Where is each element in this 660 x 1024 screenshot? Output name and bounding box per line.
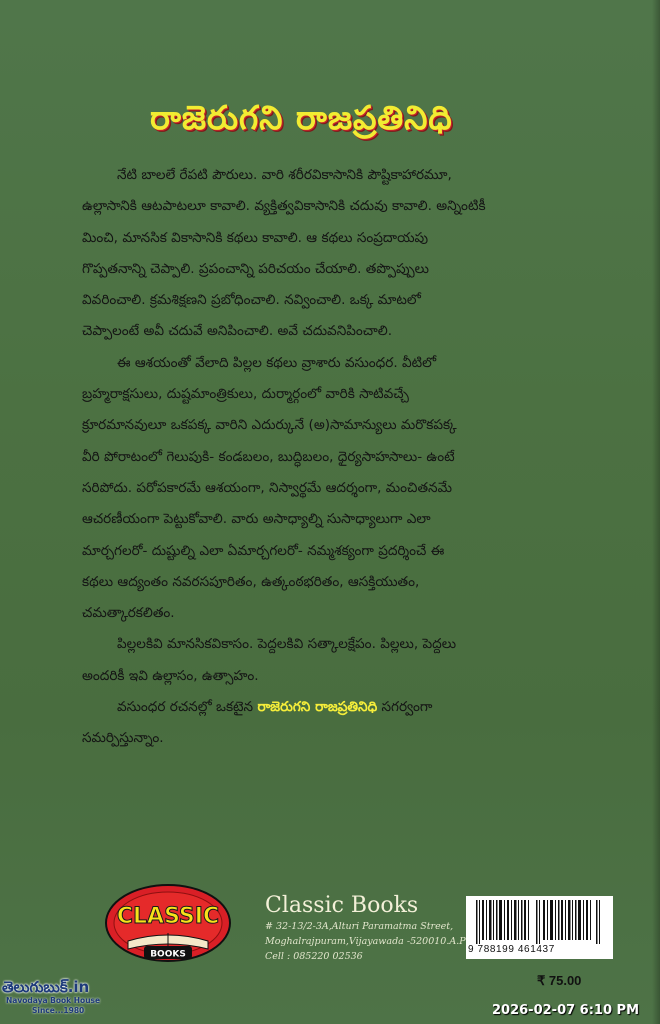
text-line: పిల్లలకివి మానసికవికాసం. పెద్దలకివి సత్కాలక్షేపం. పిల్లలు, పెద్దలు <box>117 636 457 653</box>
text-line: సగర్వంగా <box>381 699 433 716</box>
blurb-paragraph-1 <box>82 160 657 348</box>
publisher-name: Classic Books <box>265 893 419 918</box>
text-line: నేటి బాలలే రేపటి పౌరులు. వారి శరీరవికాసానికి పౌష్టికాహారమూ, <box>117 167 452 183</box>
publisher-address-line-1: # 32-13/2-3A,Alturi Paramatma Street, <box>265 921 454 932</box>
blurb-paragraph-3 <box>82 629 657 692</box>
text-line: ఈ ఆశయంతో వేలాది పిల్లల కథలు వ్రాశారు వసుంధర. వీటిలో <box>117 354 437 371</box>
text-line: వసుంధర రచనల్లో ఒకటైన <box>117 699 254 716</box>
logo-text-top: CLASSIC <box>116 904 220 929</box>
book-title: రాజెరుగని రాజప్రతినిధి <box>150 98 453 137</box>
text-line: సరిపోదు. పరోపకారమే ఆశయంగా, నిస్వార్థమే ఆదర్శంగా, మంచితనమే <box>82 479 452 496</box>
text-line: బ్రహ్మరాక్షసులు, దుష్టమాంత్రికులు, దుర్మార్గంలో వారికి సాటివచ్చే <box>82 386 409 403</box>
text-line: ఉల్లాసానికి ఆటపాటలూ కావాలి. వ్యక్తిత్వవికాసానికి చదువు కావాలి. అన్నింటికీ <box>82 198 486 215</box>
classic-books-logo <box>104 883 232 965</box>
text-line: గొప్పతనాన్ని చెప్పాలి. ప్రపంచాన్ని పరిచయం చేయాలి. తప్పొప్పులు <box>82 260 429 277</box>
watermark-shop-name: Navodaya Book House <box>6 996 101 1005</box>
photo-timestamp: 2026-02-07 6:10 PM <box>492 1003 640 1018</box>
text-line: కథలు ఆద్యంతం నవరసపూరితం, ఉత్కంఠభరితం, ఆసక్తియుతం, <box>82 573 420 590</box>
text-line: మించి, మానసిక వికాసానికి కథలు కావాలి. ఆ కథలు సంప్రదాయపు <box>82 229 429 246</box>
watermark-site-name: తెలుగుబుక్.in <box>2 978 90 996</box>
publisher-cell: Cell : 085220 02536 <box>265 951 363 962</box>
logo-text-bottom: BOOKS <box>150 949 186 960</box>
text-line: మార్చగలరో- దుష్టుల్ని ఎలా ఏమార్చగలరో- నమ్మశక్యంగా ప్రదర్శించే ఈ <box>82 542 445 559</box>
publisher-block <box>265 893 465 964</box>
text-line: ఆచరణీయంగా పెట్టుకోవాలి. వారు అసాధ్యాల్ని సుసాధ్యాలుగా ఎలా <box>82 511 431 528</box>
watermark-since: Since...1980 <box>32 1006 85 1015</box>
text-line: వివరించాలి. క్రమశిక్షణని ప్రబోధించాలి. నవ్వించాలి. ఒక్క మాటలో <box>82 292 421 309</box>
text-line: అందరికీ ఇవి ఉల్లాసం, ఉత్సాహం. <box>82 667 259 684</box>
text-line: క్రూరమానవులూ ఒకపక్క వారిని ఎదుర్కునే (అ)సామాన్యులు మరొకపక్క <box>82 417 457 434</box>
publisher-address-line-2: Moghalrajpuram,Vijayawada -520010.A.P <box>265 936 466 947</box>
barcode-bars <box>466 896 613 944</box>
text-line: సమర్పిస్తున్నాం. <box>82 730 164 747</box>
site-watermark <box>2 978 132 1024</box>
text-line: చమత్కారకలితం. <box>82 605 175 622</box>
blurb-paragraph-4 <box>82 692 657 755</box>
title-highlight: రాజెరుగని రాజప్రతినిధి <box>257 699 378 716</box>
price-label: ₹ 75.00 <box>537 973 582 988</box>
isbn-number: 9 788199 461437 <box>468 944 555 955</box>
blurb-text <box>82 160 657 755</box>
text-line: చెప్పాలంటే అవీ చదువే అనిపించాలి. అవే చదువనిపించాలి. <box>82 323 393 340</box>
blurb-paragraph-2 <box>82 348 657 630</box>
text-line: వీరి పోరాటంలో గెలుపుకి- కండబలం, బుద్ధిబలం, ధైర్యసాహసాలు- ఉంటే <box>82 448 455 465</box>
